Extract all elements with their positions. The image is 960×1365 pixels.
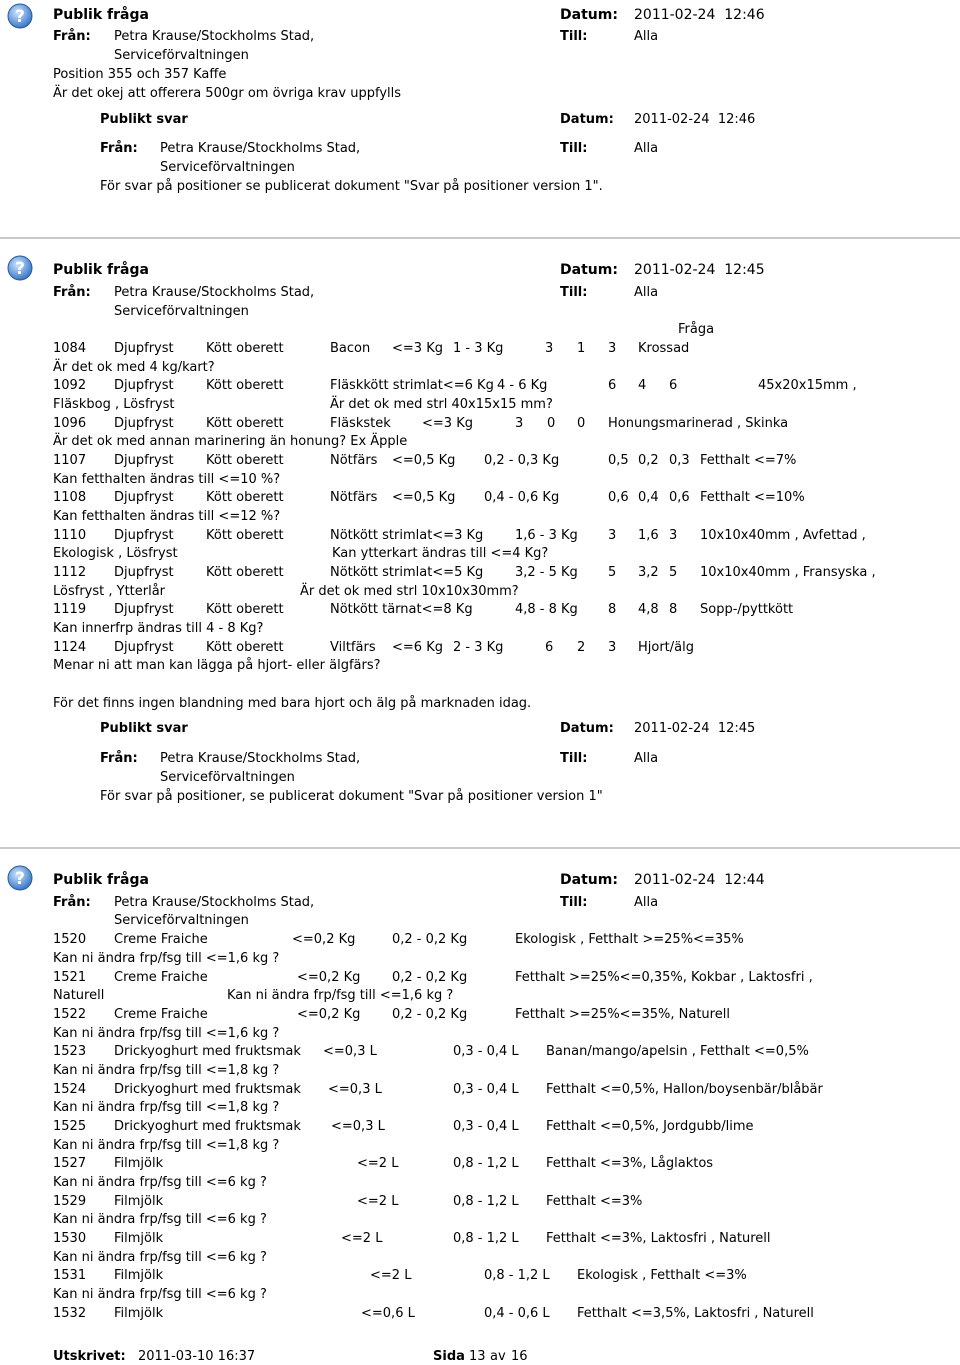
table-cell: 0,4 - 0,6 Kg	[484, 490, 560, 505]
table-cell: Djupfryst	[114, 602, 174, 617]
table-cell: Djupfryst	[114, 640, 174, 655]
row-question: Kan ni ändra frp/fsg till <=1,6 kg ?	[53, 951, 280, 966]
to-value: Alla	[634, 141, 659, 156]
row-description-cont: Naturell	[53, 988, 105, 1003]
table-cell: 3	[515, 416, 524, 431]
table-cell: 0,3	[669, 453, 690, 468]
table-cell: 3	[545, 341, 554, 356]
table-cell: 6	[545, 640, 554, 655]
page-number: 13	[469, 1349, 486, 1364]
table-cell: Kött oberett	[206, 341, 284, 356]
table-cell: Filmjölk	[114, 1156, 164, 1171]
publik-fraga-label: Publik fråga	[53, 7, 149, 23]
table-cell: Hjort/älg	[638, 640, 694, 655]
table-cell: <=2 L	[370, 1268, 412, 1283]
row-question: Kan ni ändra frp/fsg till <=1,6 kg ?	[227, 988, 454, 1003]
table-cell: Kött oberett	[206, 490, 284, 505]
table-cell: Ekologisk , Fetthalt >=25%<=35%	[515, 932, 744, 947]
table-cell: Nötkött tärnat<=8 Kg	[330, 602, 473, 617]
datum-value: 2011-02-24 12:44	[634, 872, 765, 888]
from-name: Petra Krause/Stockholms Stad,	[114, 285, 315, 300]
row-question: Är det ok med annan marinering än honung? Ex Äpple	[53, 434, 408, 449]
row-question: Kan ni ändra frp/fsg till <=6 kg ?	[53, 1212, 267, 1227]
table-cell: 4	[638, 378, 647, 393]
table-cell: 1524	[53, 1082, 87, 1097]
table-cell: 0,2	[638, 453, 659, 468]
table-cell: Nötkött strimlat<=5 Kg	[330, 565, 484, 580]
table-cell: Kött oberett	[206, 602, 284, 617]
table-cell: <=2 L	[357, 1194, 399, 1209]
table-cell: Filmjölk	[114, 1231, 164, 1246]
table-cell: Fetthalt >=25%<=0,35%, Kokbar , Laktosfri ,	[515, 970, 813, 985]
datum-value: 2011-02-24 12:46	[634, 7, 765, 23]
table-cell: 0,6	[608, 490, 629, 505]
row-question: Kan ni ändra frp/fsg till <=1,8 kg ?	[53, 1138, 280, 1153]
table-cell: Banan/mango/apelsin , Fetthalt <=0,5%	[546, 1044, 809, 1059]
table-cell: 3,2	[638, 565, 659, 580]
svg-text:?: ?	[15, 259, 25, 279]
table-cell: <=0,5 Kg	[392, 490, 456, 505]
table-cell: Kött oberett	[206, 565, 284, 580]
datum-label: Datum:	[560, 112, 614, 127]
page-label: Sida	[433, 1349, 465, 1364]
table-cell: 1,6	[638, 528, 659, 543]
table-cell: 1092	[53, 378, 87, 393]
table-cell: 0,2 - 0,2 Kg	[392, 970, 468, 985]
table-cell: 3,2 - 5 Kg	[515, 565, 578, 580]
section-divider	[0, 847, 960, 849]
table-cell: 1531	[53, 1268, 87, 1283]
to-value: Alla	[634, 285, 659, 300]
table-cell: Krossad	[638, 341, 690, 356]
table-cell: 1522	[53, 1007, 87, 1022]
table-cell: Djupfryst	[114, 341, 174, 356]
table-cell: Kött oberett	[206, 453, 284, 468]
row-description-cont: Fläskbog , Lösfryst	[53, 397, 175, 412]
table-cell: <=3 Kg	[422, 416, 473, 431]
table-cell: 10x10x40mm , Avfettad ,	[700, 528, 866, 543]
table-cell: Fetthalt <=10%	[700, 490, 805, 505]
table-cell: <=0,3 L	[331, 1119, 385, 1134]
table-cell: 6	[608, 378, 617, 393]
table-cell: <=0,5 Kg	[392, 453, 456, 468]
table-cell: 1112	[53, 565, 87, 580]
table-cell: <=0,3 L	[328, 1082, 382, 1097]
fran-label: Från:	[53, 285, 91, 300]
table-cell: 2 - 3 Kg	[453, 640, 504, 655]
fran-label: Från:	[100, 751, 138, 766]
table-cell: <=0,2 Kg	[297, 1007, 361, 1022]
table-cell: 0,4 - 0,6 L	[484, 1306, 550, 1321]
answer-text: För svar på positioner, se publicerat dokument "Svar på positioner version 1"	[100, 789, 603, 804]
table-cell: Fetthalt <=3%	[546, 1194, 643, 1209]
from-dept: Serviceförvaltningen	[160, 160, 295, 175]
svg-text:?: ?	[15, 7, 25, 27]
table-cell: 1124	[53, 640, 87, 655]
table-cell: <=2 L	[357, 1156, 399, 1171]
table-cell: Kött oberett	[206, 378, 284, 393]
table-cell: 3	[608, 341, 617, 356]
row-question: Kan innerfrp ändras till 4 - 8 Kg?	[53, 621, 264, 636]
printed-value: 2011-03-10 16:37	[138, 1349, 256, 1364]
to-value: Alla	[634, 895, 659, 910]
table-cell: Fetthalt <=3,5%, Laktosfri , Naturell	[577, 1306, 814, 1321]
table-cell: 1,6 - 3 Kg	[515, 528, 578, 543]
table-cell: 2	[577, 640, 586, 655]
to-value: Alla	[634, 29, 659, 44]
table-cell: 0,8 - 1,2 L	[453, 1156, 519, 1171]
answer-text: För svar på positioner se publicerat dokument "Svar på positioner version 1".	[100, 179, 603, 194]
table-cell: 8	[669, 602, 678, 617]
datum-value: 2011-02-24 12:45	[634, 721, 756, 736]
table-cell: 4,8	[638, 602, 659, 617]
table-cell: <=0,2 Kg	[292, 932, 356, 947]
from-dept: Serviceförvaltningen	[114, 913, 249, 928]
section-divider	[0, 237, 960, 239]
table-cell: 1529	[53, 1194, 87, 1209]
datum-label: Datum:	[560, 7, 618, 23]
question-note: För det finns ingen blandning med bara hjort och älg på marknaden idag.	[53, 696, 532, 711]
table-cell: 3	[608, 640, 617, 655]
table-cell: 1521	[53, 970, 87, 985]
table-cell: Fetthalt <=7%	[700, 453, 797, 468]
table-cell: Creme Fraiche	[114, 932, 208, 947]
table-cell: Fetthalt >=25%<=35%, Naturell	[515, 1007, 730, 1022]
table-cell: 5	[669, 565, 678, 580]
table-cell: 5	[608, 565, 617, 580]
table-cell: Drickyoghurt med fruktsmak	[114, 1044, 301, 1059]
table-cell: 3	[669, 528, 678, 543]
table-cell: Fetthalt <=3%, Laktosfri , Naturell	[546, 1231, 771, 1246]
table-cell: Filmjölk	[114, 1194, 164, 1209]
table-cell: 1107	[53, 453, 87, 468]
fran-label: Från:	[53, 895, 91, 910]
row-description-cont: Lösfryst , Ytterlår	[53, 584, 166, 599]
table-cell: Fetthalt <=0,5%, Hallon/boysenbär/blåbär	[546, 1082, 823, 1097]
table-cell: Djupfryst	[114, 565, 174, 580]
from-dept: Serviceförvaltningen	[160, 770, 295, 785]
page-of: av	[490, 1349, 506, 1364]
fran-label: Från:	[100, 141, 138, 156]
table-cell: 4,8 - 8 Kg	[515, 602, 578, 617]
table-cell: 0,8 - 1,2 L	[484, 1268, 550, 1283]
table-cell: Kött oberett	[206, 640, 284, 655]
question-bubble-icon	[6, 865, 34, 893]
question-text: Är det okej att offerera 500gr om övriga krav uppfylls	[53, 86, 402, 101]
table-cell: 1525	[53, 1119, 87, 1134]
from-dept: Serviceförvaltningen	[114, 48, 249, 63]
table-cell: 0,4	[638, 490, 659, 505]
table-cell: Filmjölk	[114, 1306, 164, 1321]
row-question: Kan ni ändra frp/fsg till <=6 kg ?	[53, 1287, 267, 1302]
publikt-svar-label: Publikt svar	[100, 112, 188, 127]
till-label: Till:	[560, 29, 588, 44]
svg-text:?: ?	[15, 869, 25, 889]
table-cell: Nötfärs	[330, 453, 378, 468]
table-cell: Djupfryst	[114, 490, 174, 505]
table-cell: 3	[608, 528, 617, 543]
datum-label: Datum:	[560, 262, 618, 278]
table-cell: 1523	[53, 1044, 87, 1059]
row-question: Kan ni ändra frp/fsg till <=1,8 kg ?	[53, 1063, 280, 1078]
table-cell: 0,6	[669, 490, 690, 505]
table-cell: 1	[577, 341, 586, 356]
from-dept: Serviceförvaltningen	[114, 304, 249, 319]
table-cell: 1 - 3 Kg	[453, 341, 504, 356]
row-question: Kan ytterkart ändras till <=4 Kg?	[332, 546, 549, 561]
publikt-svar-label: Publikt svar	[100, 721, 188, 736]
row-question: Kan ni ändra frp/fsg till <=6 kg ?	[53, 1175, 267, 1190]
table-cell: <=0,2 Kg	[297, 970, 361, 985]
table-cell: 1527	[53, 1156, 87, 1171]
printed-label: Utskrivet:	[53, 1349, 126, 1364]
datum-value: 2011-02-24 12:45	[634, 262, 765, 278]
table-cell: Bacon	[330, 341, 371, 356]
from-name: Petra Krause/Stockholms Stad,	[160, 141, 361, 156]
table-cell: 0	[577, 416, 586, 431]
table-cell: Drickyoghurt med fruktsmak	[114, 1082, 301, 1097]
table-cell: Djupfryst	[114, 416, 174, 431]
table-cell: 1520	[53, 932, 87, 947]
table-cell: <=2 L	[341, 1231, 383, 1246]
table-cell: Honungsmarinerad , Skinka	[608, 416, 789, 431]
table-cell: 1530	[53, 1231, 87, 1246]
row-question: Är det ok med strl 10x10x30mm?	[300, 584, 519, 599]
table-cell: Djupfryst	[114, 453, 174, 468]
table-cell: 1119	[53, 602, 87, 617]
table-cell: 1096	[53, 416, 87, 431]
table-cell: 1110	[53, 528, 87, 543]
table-cell: 0	[547, 416, 556, 431]
table-cell: 1532	[53, 1306, 87, 1321]
row-description-cont: Ekologisk , Lösfryst	[53, 546, 178, 561]
till-label: Till:	[560, 751, 588, 766]
table-cell: 0,3 - 0,4 L	[453, 1044, 519, 1059]
table-cell: 0,5	[608, 453, 629, 468]
table-cell: 0,2 - 0,2 Kg	[392, 932, 468, 947]
table-cell: Drickyoghurt med fruktsmak	[114, 1119, 301, 1134]
table-cell: Nötfärs	[330, 490, 378, 505]
table-cell: Fläskstek	[330, 416, 391, 431]
fraga-column-header: Fråga	[678, 322, 715, 337]
table-cell: 6	[669, 378, 678, 393]
from-name: Petra Krause/Stockholms Stad,	[160, 751, 361, 766]
table-cell: 0,8 - 1,2 L	[453, 1231, 519, 1246]
table-cell: Ekologisk , Fetthalt <=3%	[577, 1268, 747, 1283]
till-label: Till:	[560, 141, 588, 156]
row-question: Är det ok med 4 kg/kart?	[53, 360, 215, 375]
table-cell: <=0,3 L	[323, 1044, 377, 1059]
table-cell: 45x20x15mm ,	[758, 378, 857, 393]
table-cell: 10x10x40mm , Fransyska ,	[700, 565, 876, 580]
table-cell: <=6 Kg	[392, 640, 443, 655]
table-cell: 1108	[53, 490, 87, 505]
table-cell: Djupfryst	[114, 528, 174, 543]
table-cell: Nötkött strimlat<=3 Kg	[330, 528, 484, 543]
table-cell: Djupfryst	[114, 378, 174, 393]
table-cell: 8	[608, 602, 617, 617]
till-label: Till:	[560, 285, 588, 300]
table-cell: 0,8 - 1,2 L	[453, 1194, 519, 1209]
table-cell: Filmjölk	[114, 1268, 164, 1283]
datum-label: Datum:	[560, 721, 614, 736]
row-question: Kan fetthalten ändras till <=12 %?	[53, 509, 281, 524]
table-cell: Viltfärs	[330, 640, 376, 655]
table-cell: Creme Fraiche	[114, 970, 208, 985]
table-cell: 0,2 - 0,3 Kg	[484, 453, 560, 468]
datum-value: 2011-02-24 12:46	[634, 112, 756, 127]
question-text: Position 355 och 357 Kaffe	[53, 67, 227, 82]
row-question: Kan fetthalten ändras till <=10 %?	[53, 472, 281, 487]
table-cell: Fetthalt <=0,5%, Jordgubb/lime	[546, 1119, 754, 1134]
to-value: Alla	[634, 751, 659, 766]
from-name: Petra Krause/Stockholms Stad,	[114, 29, 315, 44]
row-question: Kan ni ändra frp/fsg till <=6 kg ?	[53, 1250, 267, 1265]
question-bubble-icon	[6, 3, 34, 31]
table-cell: Fetthalt <=3%, Låglaktos	[546, 1156, 714, 1171]
table-cell: Kött oberett	[206, 416, 284, 431]
fran-label: Från:	[53, 29, 91, 44]
table-cell: 0,2 - 0,2 Kg	[392, 1007, 468, 1022]
table-cell: <=0,6 L	[361, 1306, 415, 1321]
table-cell: <=3 Kg	[392, 341, 443, 356]
publik-fraga-label: Publik fråga	[53, 872, 149, 888]
till-label: Till:	[560, 895, 588, 910]
table-cell: Fläskkött strimlat<=6 Kg	[330, 378, 494, 393]
table-cell: Creme Fraiche	[114, 1007, 208, 1022]
row-question: Är det ok med strl 40x15x15 mm?	[330, 397, 553, 412]
table-cell: 0,3 - 0,4 L	[453, 1082, 519, 1097]
row-question: Kan ni ändra frp/fsg till <=1,6 kg ?	[53, 1026, 280, 1041]
publik-fraga-label: Publik fråga	[53, 262, 149, 278]
question-bubble-icon	[6, 255, 34, 283]
row-question: Kan ni ändra frp/fsg till <=1,8 kg ?	[53, 1100, 280, 1115]
table-cell: 1084	[53, 341, 87, 356]
from-name: Petra Krause/Stockholms Stad,	[114, 895, 315, 910]
table-cell: 0,3 - 0,4 L	[453, 1119, 519, 1134]
page-total: 16	[511, 1349, 528, 1364]
row-question: Menar ni att man kan lägga på hjort- eller älgfärs?	[53, 658, 381, 673]
table-cell: 4 - 6 Kg	[497, 378, 548, 393]
table-cell: Kött oberett	[206, 528, 284, 543]
datum-label: Datum:	[560, 872, 618, 888]
table-cell: Sopp-/pyttkött	[700, 602, 794, 617]
